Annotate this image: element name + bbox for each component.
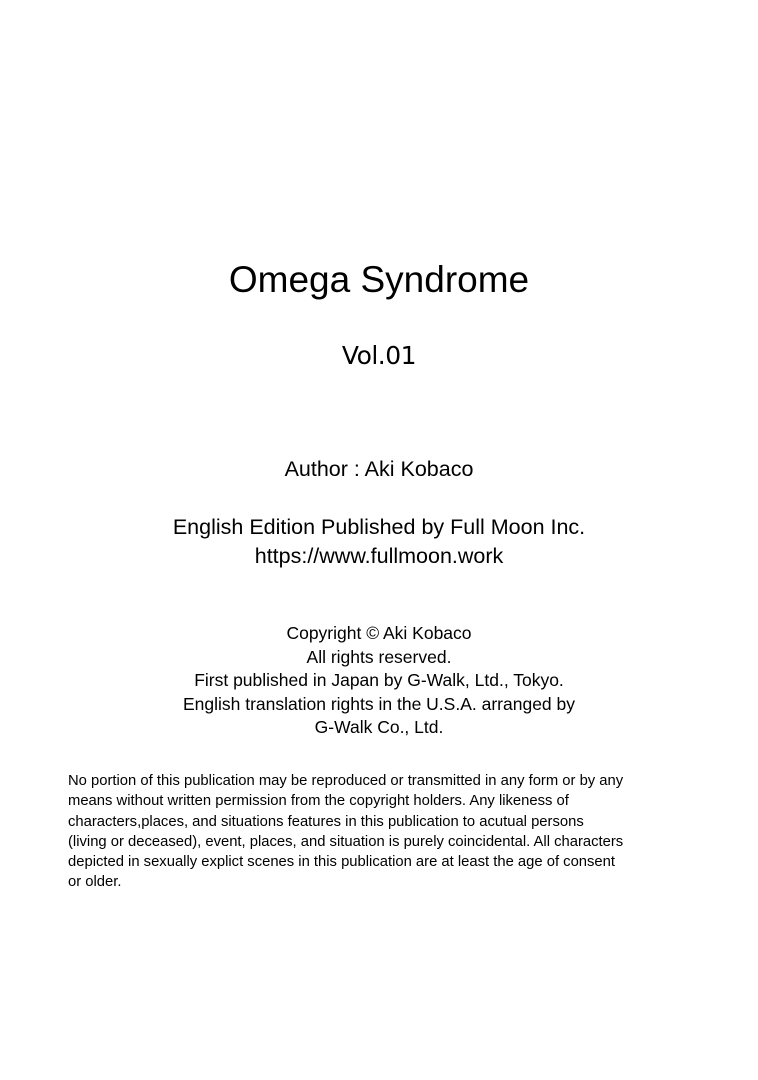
- disclaimer-line: No portion of this publication may be reproduced or transmitted in any form or by any: [68, 773, 624, 789]
- arranged-by-line: G-Walk Co., Ltd.: [314, 717, 444, 737]
- volume-number: Vol.01: [341, 341, 417, 370]
- disclaimer-line: characters,places, and situations features in this publication to acutual persons: [68, 813, 584, 830]
- copyright-line: Copyright © Aki Kobaco: [286, 623, 472, 643]
- disclaimer-paragraph: [68, 771, 708, 893]
- publisher-url: https://www.fullmoon.work: [254, 544, 504, 568]
- first-published-line: First published in Japan by G-Walk, Ltd., Tokyo.: [194, 670, 564, 690]
- disclaimer-line: or older.: [68, 874, 122, 891]
- book-title: Omega Syndrome: [228, 259, 530, 300]
- translation-rights-line: English translation rights in the U.S.A. arranged by: [182, 693, 575, 714]
- publisher-line: English Edition Published by Full Moon Inc.: [172, 515, 586, 539]
- disclaimer-line: depicted in sexually explict scenes in this publication are at least the age of consent: [68, 854, 615, 871]
- disclaimer-line: means without written permission from the copyright holders. Any likeness of: [68, 793, 569, 810]
- rights-line: All rights reserved.: [306, 646, 452, 667]
- copyright-block: [0, 622, 758, 740]
- disclaimer-line: (living or deceased), event, places, and situation is purely coincidental. All characters: [68, 833, 624, 850]
- publisher-block: [0, 513, 758, 571]
- author-line: Author : Aki Kobaco: [284, 457, 474, 481]
